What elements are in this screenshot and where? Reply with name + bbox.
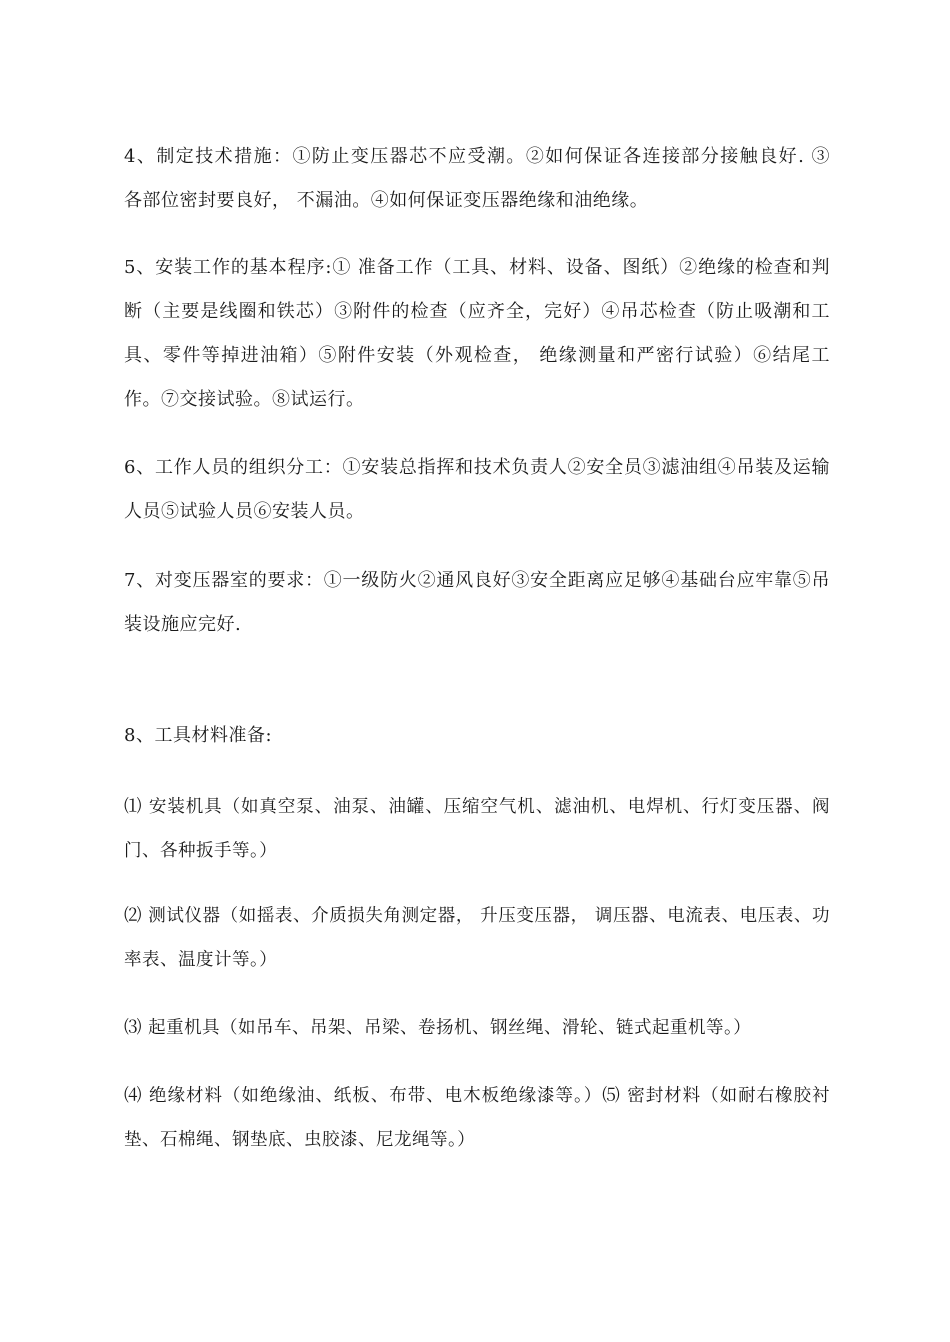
paragraph-installation-procedure: 5、安装工作的基本程序:① 准备工作（工具、材料、设备、图纸）②绝缘的检查和判断（主要是线圈和铁芯）③附件的检查（应齐全，完好）④吊芯检查（防止吸潮和工具、零件等掉进油箱）⑤附件安装（外观检查， 绝缘测量和严密行试验）⑥结尾工作。⑦交接试验。⑧试运行。 (124, 257, 830, 410)
paragraph-lifting-equipment: ⑶ 起重机具（如吊车、吊架、吊梁、卷扬机、钢丝绳、滑轮、链式起重机等。） (124, 1018, 752, 1038)
paragraph-technical-measures: 4、制定技术措施：①防止变压器芯不应受潮。②如何保证各连接部分接触良好. ③ 各部位密封要良好， 不漏油。④如何保证变压器绝缘和油绝缘。 (124, 146, 855, 211)
paragraph-tools-materials-heading: 8、工具材料准备: (124, 725, 273, 746)
paragraph-staff-division: 6、工作人员的组织分工：①安装总指挥和技术负责人②安全员③滤油组④吊装及运输人员⑤试验人员⑥安装人员。 (124, 457, 830, 522)
paragraph-test-instruments: ⑵ 测试仪器（如摇表、介质损失角测定器， 升压变压器， 调压器、电流表、电压表、功率表、温度计等。） (124, 906, 830, 970)
paragraph-insulation-sealing-materials: ⑷ 绝缘材料（如绝缘油、纸板、布带、电木板绝缘漆等。）⑸ 密封材料（如耐右橡胶衬垫、石棉绳、钢垫底、虫胶漆、尼龙绳等。） (124, 1086, 830, 1150)
paragraph-installation-tools: ⑴ 安装机具（如真空泵、油泵、油罐、压缩空气机、滤油机、电焊机、行灯变压器、阀门、各种扳手等。） (124, 797, 830, 861)
paragraph-transformer-room-requirements: 7、对变压器室的要求：①一级防火②通风良好③安全距离应足够④基础台应牢靠⑤吊装设施应完好. (124, 570, 830, 635)
